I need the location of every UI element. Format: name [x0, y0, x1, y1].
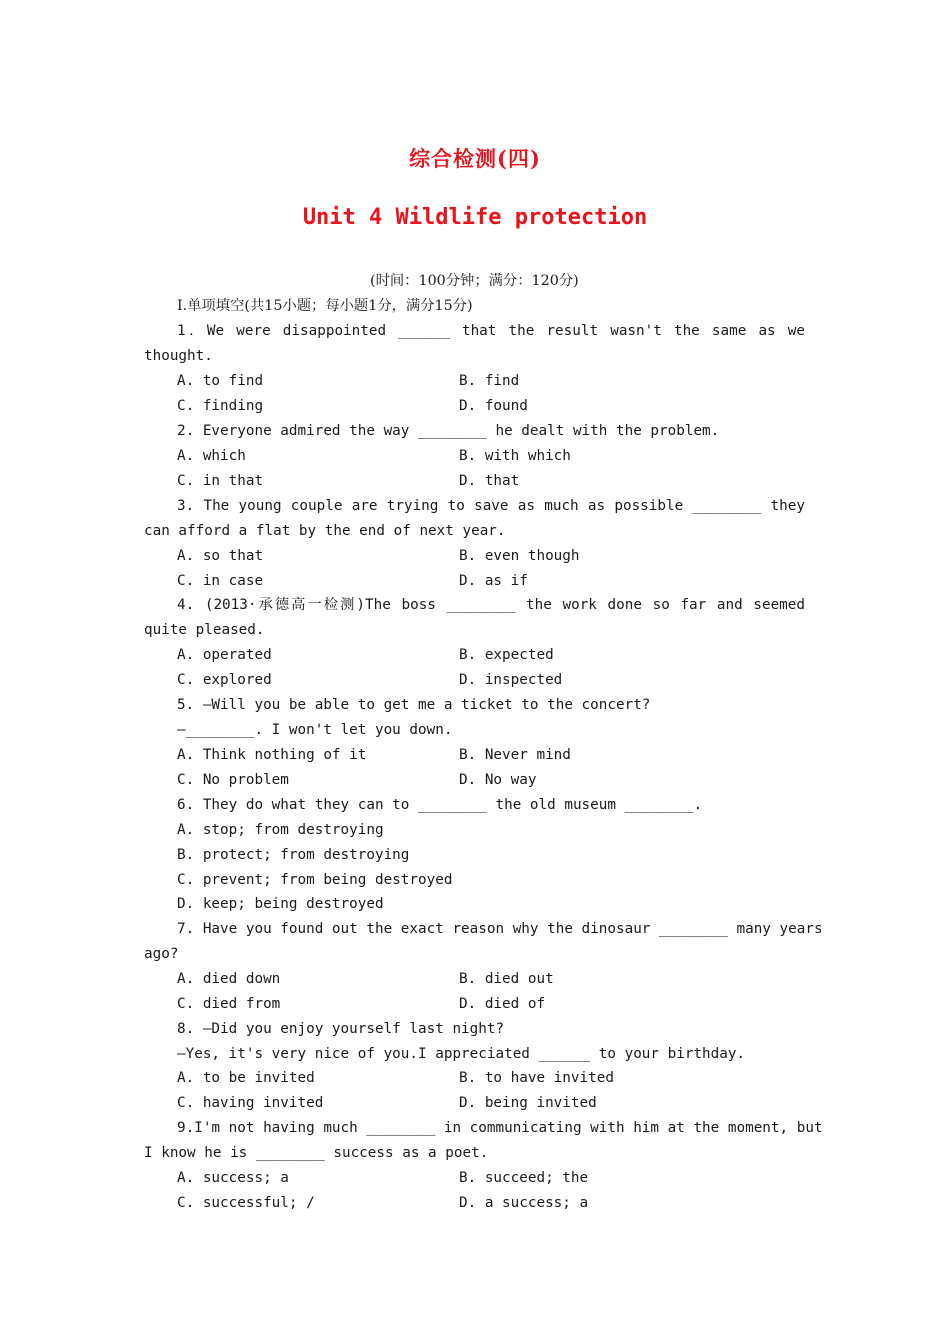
question-7-option-b: B. died out — [459, 971, 554, 987]
question-8-option-a: A. to be invited — [177, 1070, 315, 1086]
question-1-option-c: C. finding — [177, 398, 264, 414]
question-9-option-d: D. a success; a — [459, 1195, 589, 1211]
question-3-stem-cont: can afford a flat by the end of next year. — [144, 523, 506, 539]
question-5-option-a: A. Think nothing of it — [177, 747, 367, 763]
question-2-option-c: C. in that — [177, 473, 264, 489]
question-7-option-d: D. died of — [459, 996, 546, 1012]
question-6-option-a: A. stop; from destroying — [177, 822, 384, 838]
question-5-stem-cont: —________. I won't let you down. — [177, 722, 453, 738]
question-8-stem-cont: —Yes, it's very nice of you.I appreciated ______ to your birthday. — [177, 1046, 746, 1062]
question-8-option-d: D. being invited — [459, 1095, 597, 1111]
question-8-option-c: C. having invited — [177, 1095, 324, 1111]
question-3-stem: 3. The young couple are trying to save as much as possible ________ they — [177, 498, 805, 514]
question-4-stem: 4. (2013·承德高一检测)The boss ________ the work done so far and seemed — [177, 597, 805, 613]
question-7-stem: 7. Have you found out the exact reason why the dinosaur ________ many years — [177, 921, 823, 937]
question-5-stem: 5. —Will you be able to get me a ticket to the concert? — [177, 697, 651, 713]
question-5-option-c: C. No problem — [177, 772, 289, 788]
question-8-option-b: B. to have invited — [459, 1070, 614, 1086]
question-4-option-c: C. explored — [177, 672, 272, 688]
section-heading: Ⅰ.单项填空(共15小题；每小题1分，满分15分) — [177, 298, 473, 314]
question-9-stem: 9.I'm not having much ________ in communicating with him at the moment, but — [177, 1120, 823, 1136]
question-5-option-b: B. Never mind — [459, 747, 571, 763]
question-1-stem-cont: thought. — [144, 348, 213, 364]
question-3-option-d: D. as if — [459, 573, 528, 589]
question-9-option-a: A. success; a — [177, 1170, 289, 1186]
question-2-option-a: A. which — [177, 448, 246, 464]
unit-title: Unit 4 Wildlife protection — [302, 205, 648, 230]
question-1-option-d: D. found — [459, 398, 528, 414]
question-7-stem-cont: ago? — [144, 946, 179, 962]
question-4-option-d: D. inspected — [459, 672, 563, 688]
question-1-stem: 1．We were disappointed ______ that the result wasn't the same as we — [177, 323, 805, 339]
page-title: 综合检测(四) — [409, 146, 541, 171]
question-9-option-c: C. successful; / — [177, 1195, 315, 1211]
question-6-option-c: C. prevent; from being destroyed — [177, 872, 453, 888]
question-5-option-d: D. No way — [459, 772, 537, 788]
question-3-option-a: A. so that — [177, 548, 264, 564]
question-1-option-a: A. to find — [177, 373, 264, 389]
question-4-stem-cont: quite pleased. — [144, 622, 265, 638]
question-9-option-b: B. succeed; the — [459, 1170, 589, 1186]
question-2-stem: 2. Everyone admired the way ________ he dealt with the problem. — [177, 423, 720, 439]
question-4-option-a: A. operated — [177, 647, 272, 663]
question-2-option-d: D. that — [459, 473, 520, 489]
question-4-option-b: B. expected — [459, 647, 554, 663]
question-7-option-a: A. died down — [177, 971, 281, 987]
question-2-option-b: B. with which — [459, 448, 571, 464]
question-6-option-b: B. protect; from destroying — [177, 847, 410, 863]
exam-info: (时间：100分钟；满分：120分) — [370, 273, 579, 289]
question-7-option-c: C. died from — [177, 996, 281, 1012]
question-3-option-b: B. even though — [459, 548, 580, 564]
question-1-option-b: B. find — [459, 373, 520, 389]
question-6-stem: 6. They do what they can to ________ the old museum ________. — [177, 797, 703, 813]
question-6-option-d: D. keep; being destroyed — [177, 896, 384, 912]
question-8-stem: 8. —Did you enjoy yourself last night? — [177, 1021, 505, 1037]
question-9-stem-cont: I know he is ________ success as a poet. — [144, 1145, 489, 1161]
question-3-option-c: C. in case — [177, 573, 264, 589]
